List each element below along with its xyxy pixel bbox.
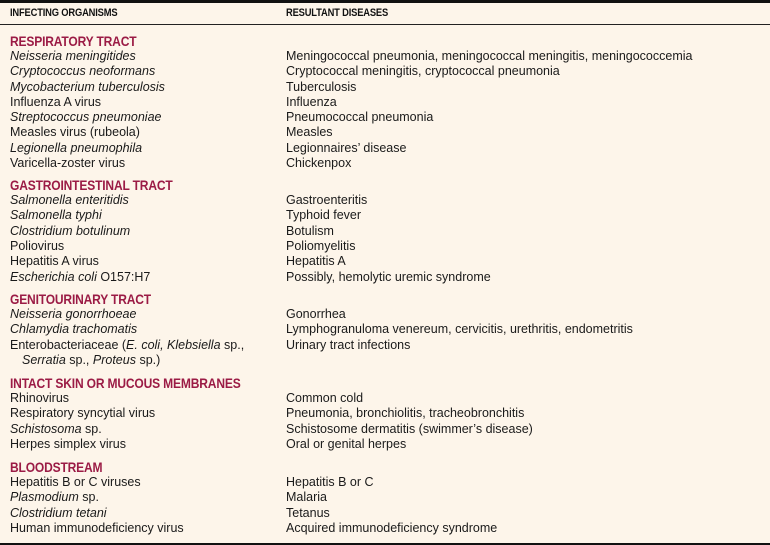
section-title: GASTROINTESTINAL TRACT (10, 177, 173, 193)
disease-cell: Urinary tract infections (286, 338, 411, 352)
organism-cell (10, 422, 102, 437)
organism-cell: Salmonella enteritidis (10, 193, 129, 207)
disease-cell: Pneumonia, bronchiolitis, tracheobronchitis (286, 406, 525, 420)
organism-cell (10, 490, 99, 505)
organism-text-part: E. coli, Klebsiella (126, 338, 221, 352)
organism-cell: Human immunodeficiency virus (10, 521, 184, 535)
organism-text-part: Escherichia coli (10, 270, 97, 284)
organism-text-part: sp.) (135, 353, 161, 367)
table-row (0, 338, 770, 353)
organism-cell: Influenza A virus (10, 95, 102, 109)
disease-cell: Schistosome dermatitis (swimmer’s disease) (286, 422, 533, 436)
disease-cell: Poliomyelitis (286, 239, 356, 253)
disease-cell: Cryptococcal meningitis, cryptococcal pneumonia (286, 64, 560, 78)
organism-cell: Neisseria meningitides (10, 49, 136, 63)
organism-text-part: Enterobacteriaceae ( (10, 338, 127, 352)
table-row (0, 437, 770, 452)
organism-cell (10, 270, 150, 285)
organism-text-part: sp., (220, 338, 245, 352)
disease-cell: Malaria (286, 490, 327, 504)
disease-cell: Chickenpox (286, 156, 352, 170)
organism-cell: Herpes simplex virus (10, 437, 127, 451)
organism-cell: Respiratory syncytial virus (10, 406, 156, 420)
organism-cell (10, 338, 244, 353)
disease-cell: Botulism (286, 224, 334, 238)
disease-cell: Meningococcal pneumonia, meningococcal meningitis, meningococcemia (286, 49, 693, 63)
disease-cell: Hepatitis B or C (286, 475, 374, 489)
table-row (0, 307, 770, 322)
disease-cell: Tetanus (286, 506, 330, 520)
organism-cell: Neisseria gonorrhoeae (10, 307, 137, 321)
table-row (0, 506, 770, 521)
table-row (0, 64, 770, 79)
disease-cell: Acquired immunodeficiency syndrome (286, 521, 498, 535)
table-row (0, 156, 770, 171)
table-row (0, 254, 770, 269)
organism-text-part: sp. (81, 422, 102, 436)
table-row (0, 406, 770, 421)
organism-cell: Rhinovirus (10, 391, 70, 405)
disease-cell: Common cold (286, 391, 364, 405)
disease-cell: Tuberculosis (286, 80, 357, 94)
disease-cell: Pneumococcal pneumonia (286, 110, 434, 124)
table-row (0, 125, 770, 140)
table-row (0, 475, 770, 490)
disease-cell: Gastroenteritis (286, 193, 368, 207)
organism-cell: Mycobacterium tuberculosis (10, 80, 165, 94)
organism-cell: Hepatitis B or C viruses (10, 475, 141, 489)
section-title: GENITOURINARY TRACT (10, 291, 151, 307)
table-row (0, 270, 770, 285)
organism-text-part: Plasmodium (10, 490, 79, 504)
organism-cell: Salmonella typhi (10, 208, 102, 222)
organism-text-part: sp., (65, 353, 93, 367)
column-header-diseases: RESULTANT DISEASES (286, 7, 389, 19)
table-row (0, 239, 770, 254)
disease-cell: Influenza (286, 95, 337, 109)
table-row (0, 490, 770, 505)
table-row (0, 353, 770, 368)
disease-cell: Possibly, hemolytic uremic syndrome (286, 270, 491, 284)
table-row (0, 422, 770, 437)
disease-cell: Measles (286, 125, 333, 139)
organism-cell: Cryptococcus neoformans (10, 64, 156, 78)
organism-text-part: Schistosoma (10, 422, 82, 436)
section-title: INTACT SKIN OR MUCOUS MEMBRANES (10, 375, 241, 391)
organism-cell: Chlamydia trachomatis (10, 322, 138, 336)
organism-cell (22, 353, 160, 368)
table-row (0, 49, 770, 64)
organism-cell: Hepatitis A virus (10, 254, 99, 268)
table-row (0, 208, 770, 223)
organism-cell: Poliovirus (10, 239, 65, 253)
organism-text-part: sp. (78, 490, 99, 504)
organism-cell: Clostridium botulinum (10, 224, 131, 238)
organism-text-part: Proteus (92, 353, 136, 367)
disease-cell: Typhoid fever (286, 208, 362, 222)
table-row (0, 224, 770, 239)
disease-cell: Lymphogranuloma venereum, cervicitis, urethritis, endometritis (286, 322, 633, 336)
section-title: RESPIRATORY TRACT (10, 33, 137, 49)
table-row (0, 95, 770, 110)
table-row (0, 193, 770, 208)
table-row (0, 80, 770, 95)
column-header-organisms: INFECTING ORGANISMS (10, 7, 118, 19)
organism-cell: Legionella pneumophila (10, 141, 143, 155)
table-row (0, 521, 770, 536)
organism-text-part: O157:H7 (96, 270, 151, 284)
organism-cell: Streptococcus pneumoniae (10, 110, 162, 124)
table-row (0, 141, 770, 156)
table-row (0, 110, 770, 125)
organism-cell: Clostridium tetani (10, 506, 107, 520)
section-title: BLOODSTREAM (10, 459, 103, 475)
table-row (0, 391, 770, 406)
table-header (0, 3, 770, 25)
disease-cell: Hepatitis A (286, 254, 346, 268)
disease-cell: Legionnaires’ disease (286, 141, 407, 155)
organism-cell: Measles virus (rubeola) (10, 125, 140, 139)
table-row (0, 322, 770, 337)
disease-cell: Gonorrhea (286, 307, 346, 321)
organism-text-part: Serratia (22, 353, 66, 367)
organism-cell: Varicella-zoster virus (10, 156, 126, 170)
disease-cell: Oral or genital herpes (286, 437, 407, 451)
